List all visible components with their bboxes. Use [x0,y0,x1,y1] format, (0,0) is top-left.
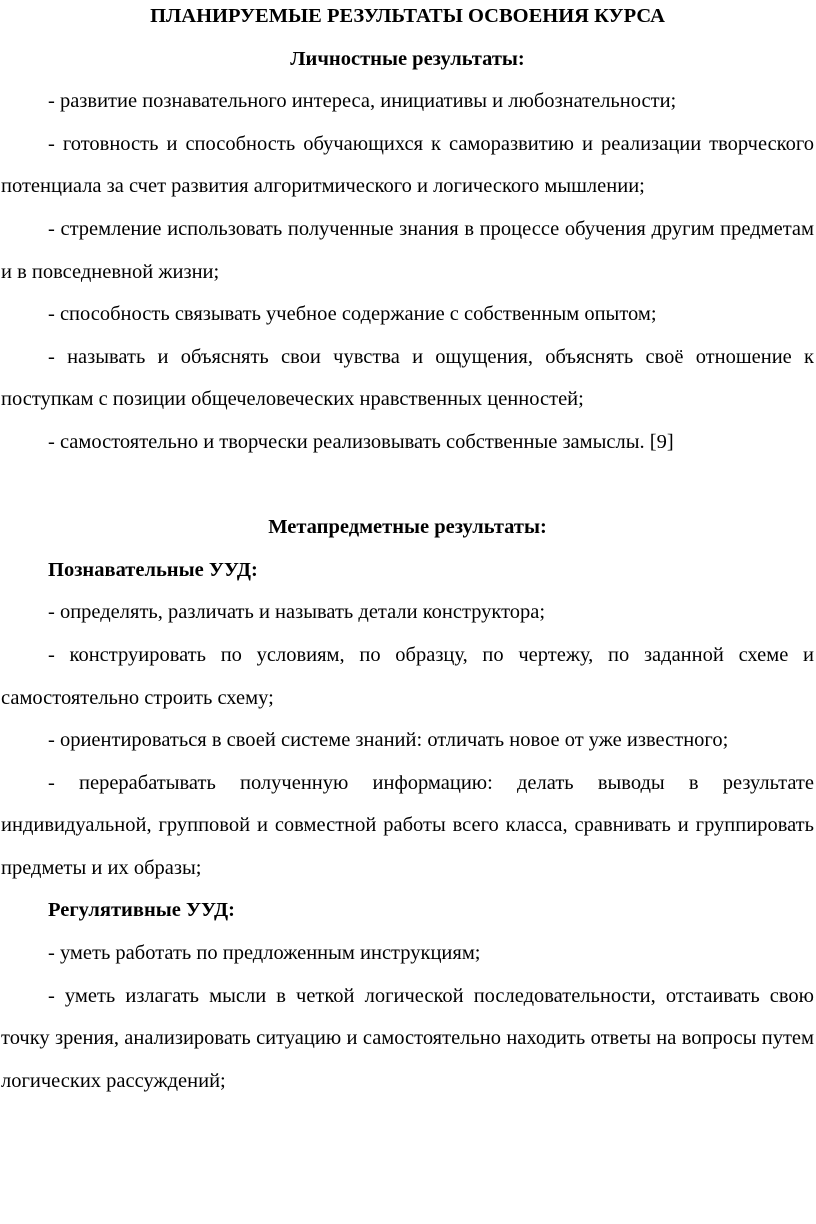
meta-results-heading: Метапредметные результаты: [268,516,547,539]
personal-item: - называть и объяснять свои чувства и ощущения, объяснять своё отношение к поступкам с позиции общечеловеческих нравственных ценностей; [1,345,814,411]
blank-line [1,464,814,507]
personal-item: - развитие познавательного интереса, инициативы и любознательности; [48,90,677,113]
document-title: ПЛАНИРУЕМЫЕ РЕЗУЛЬТАТЫ ОСВОЕНИЯ КУРСА [150,5,665,27]
personal-item: - самостоятельно и творчески реализовывать собственные замыслы. [9] [48,430,674,453]
personal-item: - стремление использовать полученные знания в процессе обучения другим предметам и в повседневной жизни; [1,217,814,283]
cognitive-item: - конструировать по условиям, по образцу, по чертежу, по заданной схеме и самостоятельно строить схему; [1,643,814,709]
regulatory-uud-heading: Регулятивные УУД: [48,899,235,922]
cognitive-uud-heading: Познавательные УУД: [48,558,258,581]
personal-item: - способность связывать учебное содержание с собственным опытом; [48,303,657,326]
regulatory-item: - уметь работать по предложенным инструкциям; [48,942,481,965]
personal-results-heading: Личностные результаты: [290,47,525,70]
personal-item: - готовность и способность обучающихся к саморазвитию и реализации творческого потенциала за счет развития алгоритмического и логического мышлении; [1,132,814,198]
regulatory-item: - уметь излагать мысли в четкой логической последовательности, отстаивать свою точку зрения, анализировать ситуацию и самостоятельно находить ответы на вопросы путем логических рассуждений; [1,984,814,1092]
cognitive-item: - перерабатывать полученную информацию: делать выводы в результате индивидуальной, групповой и совместной работы всего класса, сравнивать и группировать предметы и их образы; [1,771,814,879]
cognitive-item: - ориентироваться в своей системе знаний: отличать новое от уже известного; [48,729,729,752]
cognitive-item: - определять, различать и называть детали конструктора; [48,601,546,624]
